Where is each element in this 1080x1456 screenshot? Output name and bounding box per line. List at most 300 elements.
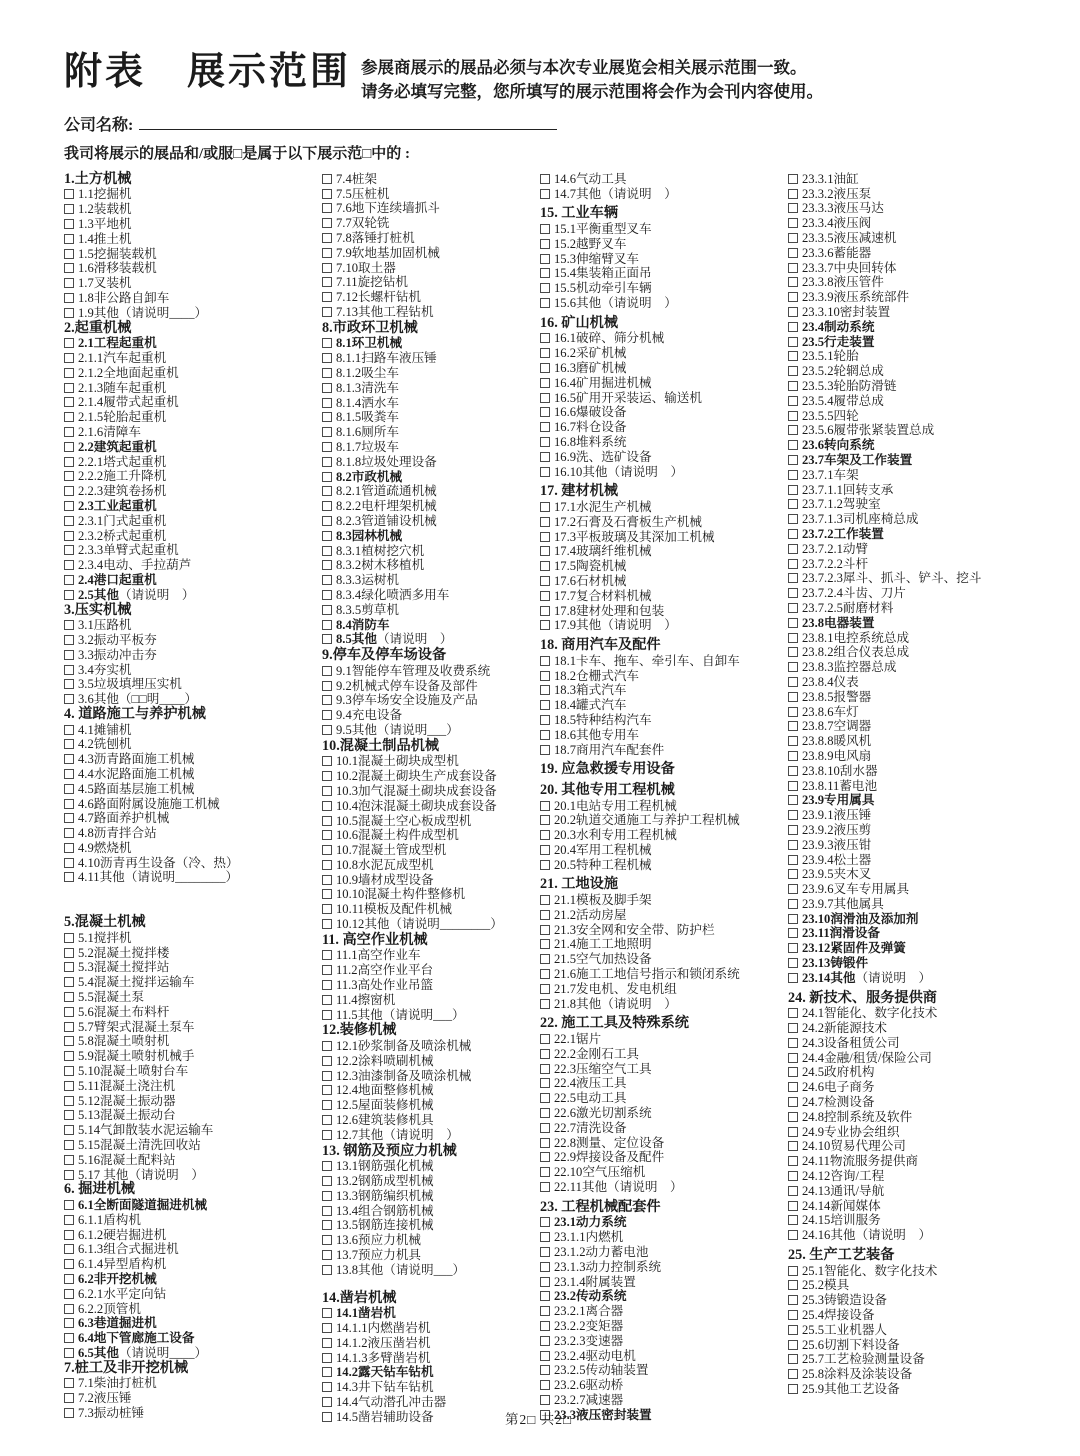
checkbox[interactable] (788, 810, 798, 820)
checkbox[interactable] (788, 662, 798, 672)
checkbox[interactable] (64, 725, 74, 735)
checkbox[interactable] (788, 544, 798, 554)
checkbox[interactable] (788, 514, 798, 524)
checkbox[interactable] (64, 471, 74, 481)
checkbox[interactable] (540, 561, 550, 571)
checkbox[interactable] (64, 219, 74, 229)
checkbox[interactable] (540, 546, 550, 556)
checkbox[interactable] (540, 1247, 550, 1257)
checkbox[interactable] (64, 501, 74, 511)
checkbox[interactable] (64, 234, 74, 244)
checkbox[interactable] (322, 725, 332, 735)
checkbox[interactable] (322, 383, 332, 393)
checkbox[interactable] (64, 799, 74, 809)
checkbox[interactable] (540, 730, 550, 740)
checkbox[interactable] (322, 516, 332, 526)
checkbox[interactable] (322, 277, 332, 287)
checkbox[interactable] (540, 422, 550, 432)
checkbox[interactable] (322, 398, 332, 408)
checkbox[interactable] (322, 710, 332, 720)
checkbox[interactable] (540, 502, 550, 512)
checkbox[interactable] (540, 378, 550, 388)
checkbox[interactable] (788, 322, 798, 332)
checkbox[interactable] (788, 485, 798, 495)
checkbox[interactable] (322, 486, 332, 496)
checkbox[interactable] (64, 828, 74, 838)
checkbox[interactable] (322, 1220, 332, 1230)
checkbox[interactable] (788, 1201, 798, 1211)
checkbox[interactable] (64, 1170, 74, 1180)
checkbox[interactable] (322, 174, 332, 184)
checkbox[interactable] (788, 189, 798, 199)
checkbox[interactable] (64, 1081, 74, 1091)
checkbox[interactable] (64, 1051, 74, 1061)
checkbox[interactable] (788, 248, 798, 258)
checkbox[interactable] (540, 1232, 550, 1242)
checkbox[interactable] (540, 174, 550, 184)
checkbox[interactable] (788, 499, 798, 509)
checkbox[interactable] (540, 1291, 550, 1301)
checkbox[interactable] (788, 647, 798, 657)
checkbox[interactable] (540, 984, 550, 994)
checkbox[interactable] (64, 486, 74, 496)
checkbox[interactable] (322, 1100, 332, 1110)
checkbox[interactable] (540, 224, 550, 234)
checkbox[interactable] (540, 452, 550, 462)
checkbox[interactable] (322, 1323, 332, 1333)
checkbox[interactable] (322, 1010, 332, 1020)
checkbox[interactable] (64, 427, 74, 437)
checkbox[interactable] (322, 1338, 332, 1348)
checkbox[interactable] (788, 233, 798, 243)
checkbox[interactable] (788, 1156, 798, 1166)
checkbox[interactable] (540, 1093, 550, 1103)
checkbox[interactable] (540, 1138, 550, 1148)
checkbox[interactable] (322, 1130, 332, 1140)
checkbox[interactable] (322, 472, 332, 482)
checkbox[interactable] (322, 1191, 332, 1201)
checkbox[interactable] (64, 694, 74, 704)
checkbox[interactable] (788, 1230, 798, 1240)
checkbox[interactable] (322, 620, 332, 630)
checkbox[interactable] (540, 532, 550, 542)
checkbox[interactable] (540, 1380, 550, 1390)
checkbox[interactable] (540, 685, 550, 695)
checkbox[interactable] (788, 470, 798, 480)
checkbox[interactable] (788, 1141, 798, 1151)
checkbox[interactable] (64, 784, 74, 794)
checkbox[interactable] (322, 1412, 332, 1422)
checkbox[interactable] (540, 1152, 550, 1162)
checkbox[interactable] (788, 307, 798, 317)
checkbox[interactable] (540, 1182, 550, 1192)
checkbox[interactable] (64, 1140, 74, 1150)
checkbox[interactable] (540, 517, 550, 527)
checkbox[interactable] (64, 665, 74, 675)
checkbox[interactable] (540, 1034, 550, 1044)
checkbox[interactable] (788, 337, 798, 347)
checkbox[interactable] (64, 575, 74, 585)
checkbox[interactable] (788, 1097, 798, 1107)
checkbox[interactable] (788, 766, 798, 776)
checkbox[interactable] (788, 943, 798, 953)
company-name-field[interactable] (139, 114, 557, 130)
checkbox[interactable] (322, 442, 332, 452)
checkbox[interactable] (788, 1008, 798, 1018)
checkbox[interactable] (64, 189, 74, 199)
checkbox[interactable] (322, 1235, 332, 1245)
checkbox[interactable] (788, 928, 798, 938)
checkbox[interactable] (788, 1023, 798, 1033)
checkbox[interactable] (540, 298, 550, 308)
checkbox[interactable] (540, 1351, 550, 1361)
checkbox[interactable] (788, 884, 798, 894)
checkbox[interactable] (540, 939, 550, 949)
checkbox[interactable] (540, 363, 550, 373)
checkbox[interactable] (540, 1336, 550, 1346)
checkbox[interactable] (540, 189, 550, 199)
checkbox[interactable] (64, 442, 74, 452)
checkbox[interactable] (64, 383, 74, 393)
checkbox[interactable] (64, 1274, 74, 1284)
checkbox[interactable] (322, 995, 332, 1005)
checkbox[interactable] (64, 263, 74, 273)
checkbox[interactable] (540, 999, 550, 1009)
checkbox[interactable] (788, 440, 798, 450)
checkbox[interactable] (322, 1176, 332, 1186)
checkbox[interactable] (64, 1036, 74, 1046)
checkbox[interactable] (322, 546, 332, 556)
checkbox[interactable] (788, 899, 798, 909)
checkbox[interactable] (64, 769, 74, 779)
checkbox[interactable] (64, 679, 74, 689)
checkbox[interactable] (322, 1085, 332, 1095)
checkbox[interactable] (322, 860, 332, 870)
checkbox[interactable] (64, 397, 74, 407)
checkbox[interactable] (788, 277, 798, 287)
checkbox[interactable] (322, 189, 332, 199)
checkbox[interactable] (540, 1321, 550, 1331)
checkbox[interactable] (788, 1295, 798, 1305)
checkbox[interactable] (540, 1123, 550, 1133)
checkbox[interactable] (322, 1367, 332, 1377)
checkbox[interactable] (788, 1266, 798, 1276)
checkbox[interactable] (540, 700, 550, 710)
checkbox[interactable] (64, 620, 74, 630)
checkbox[interactable] (540, 1078, 550, 1088)
checkbox[interactable] (64, 1244, 74, 1254)
checkbox[interactable] (64, 278, 74, 288)
checkbox[interactable] (788, 1310, 798, 1320)
checkbox[interactable] (540, 830, 550, 840)
checkbox[interactable] (64, 249, 74, 259)
checkbox[interactable] (788, 1112, 798, 1122)
checkbox[interactable] (64, 933, 74, 943)
checkbox[interactable] (322, 427, 332, 437)
checkbox[interactable] (788, 973, 798, 983)
checkbox[interactable] (540, 393, 550, 403)
checkbox[interactable] (64, 739, 74, 749)
checkbox[interactable] (64, 872, 74, 882)
checkbox[interactable] (322, 1041, 332, 1051)
checkbox[interactable] (322, 695, 332, 705)
checkbox[interactable] (788, 1067, 798, 1077)
checkbox[interactable] (788, 825, 798, 835)
checkbox[interactable] (788, 869, 798, 879)
checkbox[interactable] (788, 707, 798, 717)
checkbox[interactable] (788, 840, 798, 850)
checkbox[interactable] (64, 1096, 74, 1106)
checkbox[interactable] (322, 590, 332, 600)
checkbox[interactable] (64, 948, 74, 958)
checkbox[interactable] (788, 1082, 798, 1092)
checkbox[interactable] (540, 815, 550, 825)
checkbox[interactable] (788, 1186, 798, 1196)
checkbox[interactable] (540, 1064, 550, 1074)
checkbox[interactable] (788, 1325, 798, 1335)
checkbox[interactable] (540, 591, 550, 601)
checkbox[interactable] (322, 203, 332, 213)
checkbox[interactable] (788, 692, 798, 702)
checkbox[interactable] (540, 1262, 550, 1272)
checkbox[interactable] (322, 1250, 332, 1260)
checkbox[interactable] (322, 263, 332, 273)
checkbox[interactable] (322, 501, 332, 511)
checkbox[interactable] (64, 1318, 74, 1328)
checkbox[interactable] (64, 353, 74, 363)
checkbox[interactable] (788, 425, 798, 435)
checkbox[interactable] (788, 1354, 798, 1364)
checkbox[interactable] (540, 1049, 550, 1059)
checkbox[interactable] (322, 771, 332, 781)
checkbox[interactable] (322, 1397, 332, 1407)
checkbox[interactable] (322, 816, 332, 826)
checkbox[interactable] (540, 1167, 550, 1177)
checkbox[interactable] (540, 268, 550, 278)
checkbox[interactable] (788, 781, 798, 791)
checkbox[interactable] (64, 1110, 74, 1120)
checkbox[interactable] (540, 656, 550, 666)
checkbox[interactable] (788, 1384, 798, 1394)
checkbox[interactable] (64, 813, 74, 823)
checkbox[interactable] (788, 855, 798, 865)
checkbox[interactable] (64, 1125, 74, 1135)
checkbox[interactable] (540, 1365, 550, 1375)
checkbox[interactable] (64, 977, 74, 987)
checkbox[interactable] (322, 889, 332, 899)
checkbox[interactable] (64, 962, 74, 972)
checkbox[interactable] (322, 292, 332, 302)
checkbox[interactable] (64, 1066, 74, 1076)
checkbox[interactable] (788, 1038, 798, 1048)
checkbox[interactable] (64, 1304, 74, 1314)
checkbox[interactable] (64, 1378, 74, 1388)
checkbox[interactable] (322, 218, 332, 228)
checkbox[interactable] (788, 603, 798, 613)
checkbox[interactable] (64, 293, 74, 303)
checkbox[interactable] (788, 559, 798, 569)
checkbox[interactable] (322, 830, 332, 840)
checkbox[interactable] (322, 1161, 332, 1171)
checkbox[interactable] (322, 307, 332, 317)
checkbox[interactable] (540, 671, 550, 681)
checkbox[interactable] (540, 1306, 550, 1316)
checkbox[interactable] (788, 396, 798, 406)
checkbox[interactable] (788, 914, 798, 924)
checkbox[interactable] (64, 412, 74, 422)
checkbox[interactable] (540, 969, 550, 979)
checkbox[interactable] (64, 635, 74, 645)
checkbox[interactable] (64, 1393, 74, 1403)
checkbox[interactable] (322, 965, 332, 975)
checkbox[interactable] (788, 633, 798, 643)
checkbox[interactable] (322, 1353, 332, 1363)
checkbox[interactable] (64, 1007, 74, 1017)
checkbox[interactable] (64, 1022, 74, 1032)
checkbox[interactable] (540, 1395, 550, 1405)
checkbox[interactable] (540, 910, 550, 920)
checkbox[interactable] (540, 845, 550, 855)
checkbox[interactable] (322, 1265, 332, 1275)
checkbox[interactable] (64, 1230, 74, 1240)
checkbox[interactable] (788, 1215, 798, 1225)
checkbox[interactable] (540, 467, 550, 477)
checkbox[interactable] (64, 1215, 74, 1225)
checkbox[interactable] (540, 895, 550, 905)
checkbox[interactable] (322, 233, 332, 243)
checkbox[interactable] (540, 254, 550, 264)
checkbox[interactable] (540, 348, 550, 358)
checkbox[interactable] (322, 575, 332, 585)
checkbox[interactable] (64, 308, 74, 318)
checkbox[interactable] (788, 381, 798, 391)
checkbox[interactable] (540, 437, 550, 447)
checkbox[interactable] (64, 1408, 74, 1418)
checkbox[interactable] (322, 1206, 332, 1216)
checkbox[interactable] (540, 801, 550, 811)
checkbox[interactable] (788, 263, 798, 273)
checkbox[interactable] (322, 801, 332, 811)
checkbox[interactable] (322, 531, 332, 541)
checkbox[interactable] (322, 1308, 332, 1318)
checkbox[interactable] (788, 1053, 798, 1063)
checkbox[interactable] (322, 756, 332, 766)
checkbox[interactable] (540, 1217, 550, 1227)
checkbox[interactable] (788, 174, 798, 184)
checkbox[interactable] (64, 560, 74, 570)
checkbox[interactable] (322, 634, 332, 644)
checkbox[interactable] (540, 283, 550, 293)
checkbox[interactable] (788, 1340, 798, 1350)
checkbox[interactable] (788, 218, 798, 228)
checkbox[interactable] (322, 980, 332, 990)
checkbox[interactable] (540, 620, 550, 630)
checkbox[interactable] (322, 681, 332, 691)
checkbox[interactable] (540, 925, 550, 935)
checkbox[interactable] (788, 795, 798, 805)
checkbox[interactable] (788, 411, 798, 421)
checkbox[interactable] (322, 1115, 332, 1125)
checkbox[interactable] (322, 412, 332, 422)
checkbox[interactable] (64, 531, 74, 541)
checkbox[interactable] (322, 368, 332, 378)
checkbox[interactable] (322, 457, 332, 467)
checkbox[interactable] (322, 919, 332, 929)
checkbox[interactable] (788, 618, 798, 628)
checkbox[interactable] (64, 1289, 74, 1299)
checkbox[interactable] (322, 560, 332, 570)
checkbox[interactable] (322, 904, 332, 914)
checkbox[interactable] (64, 516, 74, 526)
checkbox[interactable] (788, 751, 798, 761)
checkbox[interactable] (540, 1108, 550, 1118)
checkbox[interactable] (540, 606, 550, 616)
checkbox[interactable] (64, 754, 74, 764)
checkbox[interactable] (322, 666, 332, 676)
checkbox[interactable] (788, 1280, 798, 1290)
checkbox[interactable] (64, 204, 74, 214)
checkbox[interactable] (788, 455, 798, 465)
checkbox[interactable] (64, 590, 74, 600)
checkbox[interactable] (64, 992, 74, 1002)
checkbox[interactable] (322, 950, 332, 960)
checkbox[interactable] (64, 843, 74, 853)
checkbox[interactable] (788, 529, 798, 539)
checkbox[interactable] (788, 292, 798, 302)
checkbox[interactable] (540, 407, 550, 417)
checkbox[interactable] (322, 248, 332, 258)
checkbox[interactable] (788, 366, 798, 376)
checkbox[interactable] (788, 721, 798, 731)
checkbox[interactable] (64, 1333, 74, 1343)
checkbox[interactable] (788, 1171, 798, 1181)
checkbox[interactable] (788, 736, 798, 746)
checkbox[interactable] (540, 860, 550, 870)
checkbox[interactable] (540, 239, 550, 249)
checkbox[interactable] (788, 203, 798, 213)
checkbox[interactable] (64, 1200, 74, 1210)
checkbox[interactable] (64, 858, 74, 868)
checkbox[interactable] (322, 786, 332, 796)
checkbox[interactable] (64, 1348, 74, 1358)
checkbox[interactable] (322, 875, 332, 885)
checkbox[interactable] (64, 1155, 74, 1165)
checkbox[interactable] (788, 1127, 798, 1137)
checkbox[interactable] (322, 353, 332, 363)
checkbox[interactable] (322, 1382, 332, 1392)
checkbox[interactable] (788, 1369, 798, 1379)
checkbox[interactable] (64, 338, 74, 348)
checkbox[interactable] (64, 650, 74, 660)
checkbox[interactable] (64, 545, 74, 555)
checkbox[interactable] (540, 745, 550, 755)
checkbox[interactable] (64, 1259, 74, 1269)
checkbox[interactable] (788, 958, 798, 968)
checkbox[interactable] (540, 333, 550, 343)
checkbox[interactable] (322, 338, 332, 348)
checkbox[interactable] (788, 351, 798, 361)
checkbox[interactable] (64, 457, 74, 467)
checkbox[interactable] (788, 573, 798, 583)
checkbox[interactable] (322, 1071, 332, 1081)
checkbox[interactable] (540, 576, 550, 586)
checkbox[interactable] (64, 368, 74, 378)
checkbox[interactable] (788, 677, 798, 687)
checkbox[interactable] (322, 1056, 332, 1066)
checkbox[interactable] (322, 845, 332, 855)
checkbox[interactable] (322, 605, 332, 615)
checkbox[interactable] (540, 715, 550, 725)
